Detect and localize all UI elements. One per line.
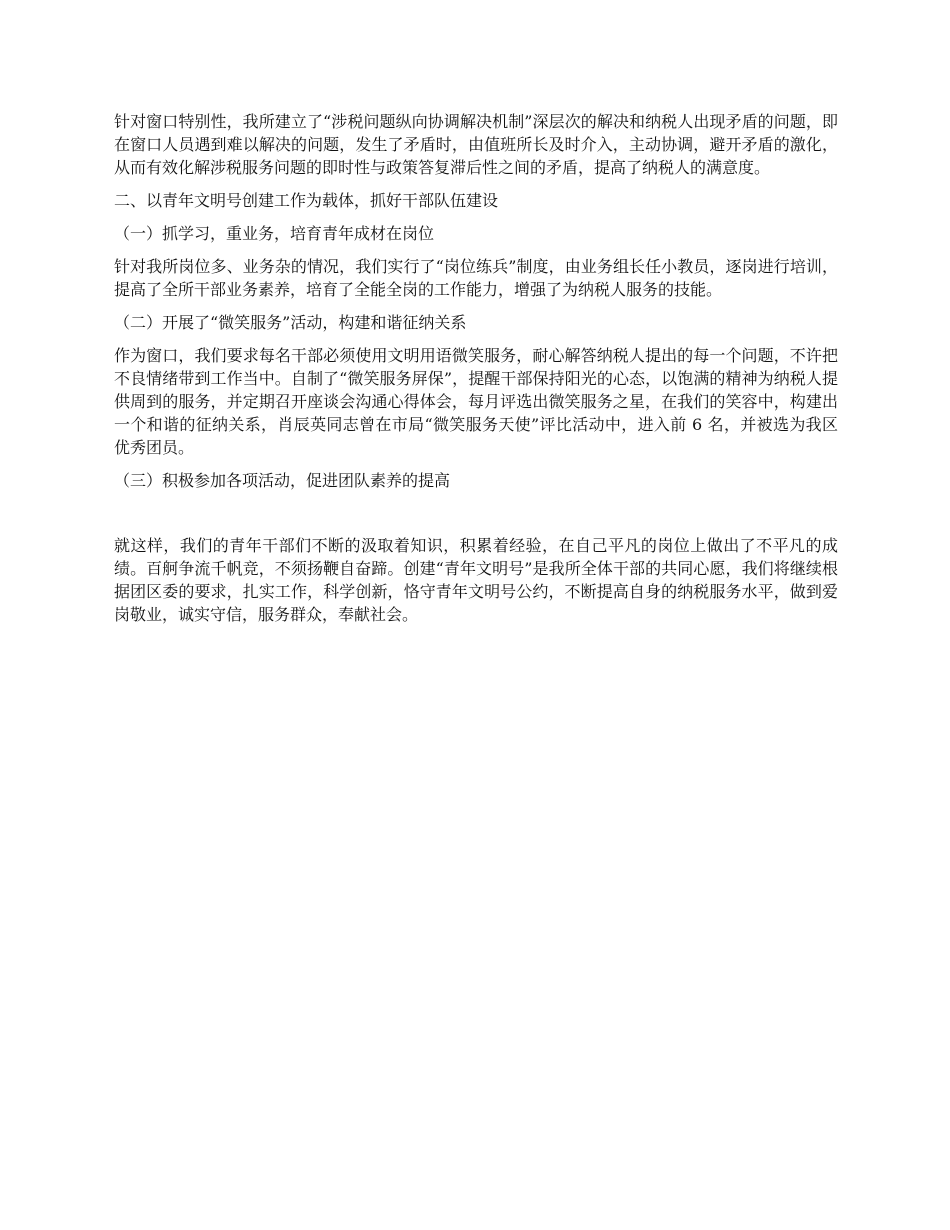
- paragraph-post-training: 针对我所岗位多、业务杂的情况，我们实行了“岗位练兵”制度，由业务组长任小教员，逐岗进行培训，提高了全所干部业务素养，培育了全能全岗的工作能力，增强了为纳税人服务的技能。: [114, 257, 838, 299]
- paragraph-smile-service: 作为窗口，我们要求每名干部必须使用文明用语微笑服务，耐心解答纳税人提出的每一个问题，不许把不良情绪带到工作当中。自制了“微笑服务屏保”，提醒干部保持阳光的心态，以饱满的精神为纳税人提供周到的服务，并定期召开座谈会沟通心得体会，每月评选出微笑服务之星，在我们的笑容中，构建出一个和谐的征纳关系，肖辰英同志曾在市局“微笑服务天使”评比活动中，进入前 6 名，并被选为我区优秀团员。: [114, 346, 838, 457]
- subheading-activities: （三）积极参加各项活动，促进团队素养的提高: [114, 471, 451, 490]
- paragraph-conclusion: 就这样，我们的青年干部们不断的汲取着知识，积累着经验，在自己平凡的岗位上做出了不平凡的成绩。百舸争流千帆竞，不须扬鞭自奋蹄。创建“青年文明号”是我所全体干部的共同心愿，我们将继续根据团区委的要求，扎实工作，科学创新，恪守青年文明号公约，不断提高自身的纳税服务水平，做到爱岗敬业，诚实守信，服务群众，奉献社会。: [114, 536, 838, 624]
- paragraph-window-mechanism: 针对窗口特别性，我所建立了“涉税问题纵向协调解决机制”深层次的解决和纳税人出现矛盾的问题，即在窗口人员遇到难以解决的问题，发生了矛盾时，由值班所长及时介入，主动协调，避开矛盾的激化，从而有效化解涉税服务问题的即时性与政策答复滞后性之间的矛盾，提高了纳税人的满意度。: [114, 112, 838, 177]
- section-heading-2: 二、以青年文明号创建工作为载体，抓好干部队伍建设: [114, 191, 499, 210]
- subheading-study: （一）抓学习，重业务，培育青年成材在岗位: [114, 224, 435, 243]
- document-page: [114, 110, 838, 636]
- subheading-smile-service: （二）开展了“微笑服务”活动，构建和谐征纳关系: [114, 313, 467, 332]
- blank-space: [114, 502, 838, 534]
